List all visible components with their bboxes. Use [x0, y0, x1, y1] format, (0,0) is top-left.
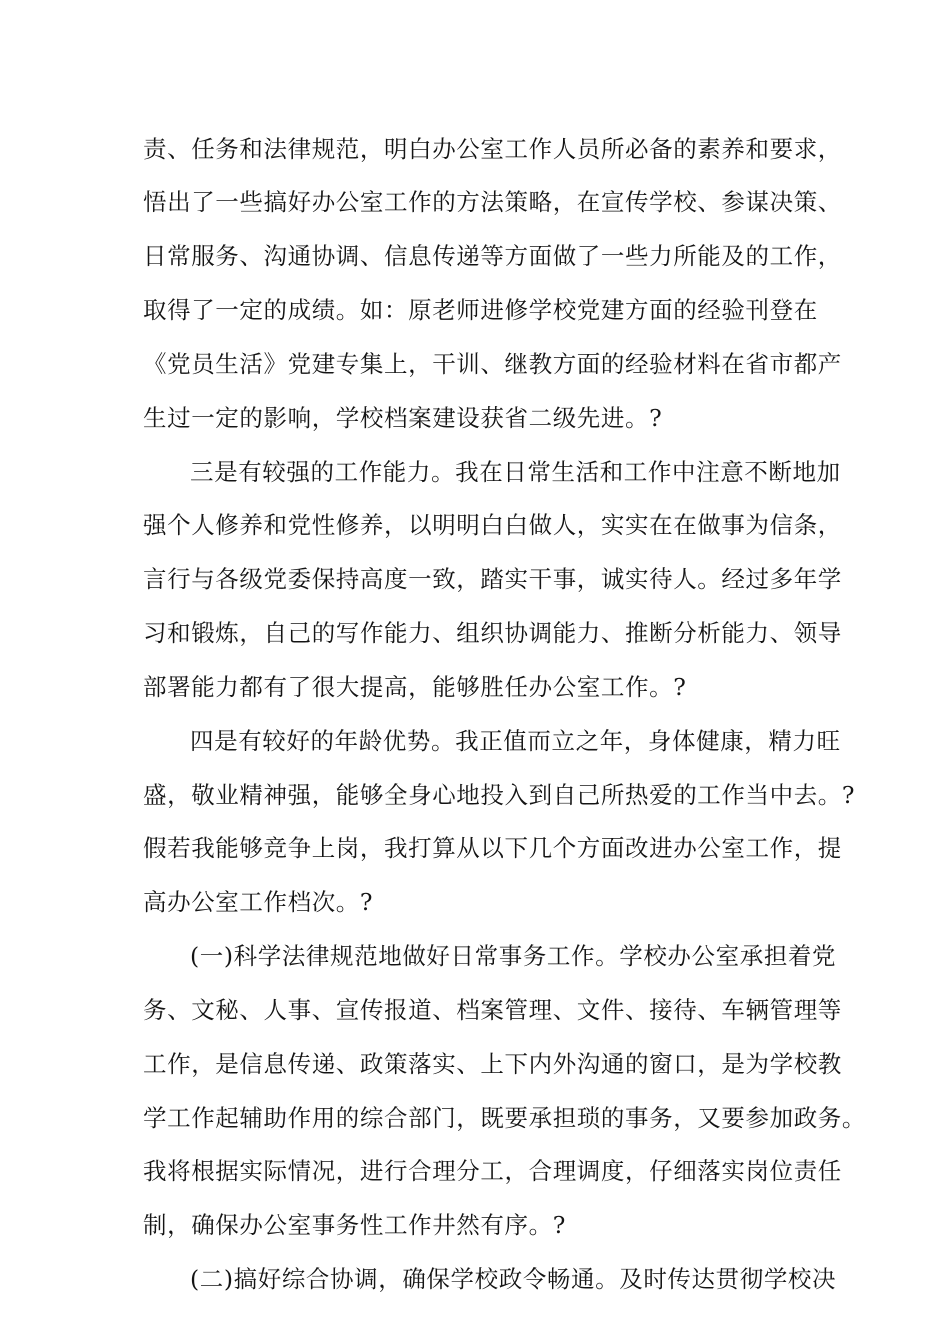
text-line: 强个人修养和党性修养，以明明白白做人，实实在在做事为信条， [143, 511, 842, 539]
paragraph-first-line: 四是有较好的年龄优势。我正值而立之年，身体健康，精力旺 [190, 727, 841, 755]
paragraph-first-line: (二)搞好综合协调，确保学校政令畅通。及时传达贯彻学校决 [190, 1265, 837, 1293]
text-line: 取得了一定的成绩。如：原老师进修学校党建方面的经验刊登在 [143, 296, 818, 324]
text-line: 《党员生活》党建专集上，干训、继教方面的经验材料在省市都产 [143, 350, 842, 378]
text-line: 工作，是信息传递、政策落实、上下内外沟通的窗口，是为学校教 [143, 1050, 842, 1078]
text-line: 日常服务、沟通协调、信息传递等方面做了一些力所能及的工作， [143, 242, 842, 270]
paragraph-first-line: (一)科学法律规范地做好日常事务工作。学校办公室承担着党 [190, 942, 837, 970]
text-line: 务、文秘、人事、宣传报道、档案管理、文件、接待、车辆管理等 [143, 996, 842, 1024]
text-line: 高办公室工作档次。? [143, 888, 374, 916]
text-line: 责、任务和法律规范，明白办公室工作人员所必备的素养和要求， [143, 135, 842, 163]
text-line: 学工作起辅助作用的综合部门，既要承担琐的事务，又要参加政务。 [143, 1104, 866, 1132]
text-line: 我将根据实际情况，进行合理分工，合理调度，仔细落实岗位责任 [143, 1157, 842, 1185]
text-line: 制，确保办公室事务性工作井然有序。? [143, 1211, 566, 1239]
text-line: 生过一定的影响，学校档案建设获省二级先进。? [143, 404, 663, 432]
text-line: 习和锻炼，自己的写作能力、组织协调能力、推断分析能力、领导 [143, 619, 842, 647]
paragraph-first-line: 三是有较强的工作能力。我在日常生活和工作中注意不断地加 [190, 458, 841, 486]
text-line: 悟出了一些搞好办公室工作的方法策略，在宣传学校、参谋决策、 [143, 188, 842, 216]
text-line: 部署能力都有了很大提高，能够胜任办公室工作。? [143, 673, 687, 701]
text-line: 盛，敬业精神强，能够全身心地投入到自己所热爱的工作当中去。? [143, 781, 856, 809]
text-line: 假若我能够竞争上岗，我打算从以下几个方面改进办公室工作，提 [143, 834, 842, 862]
text-line: 言行与各级党委保持高度一致，踏实干事，诚实待人。经过多年学 [143, 565, 842, 593]
